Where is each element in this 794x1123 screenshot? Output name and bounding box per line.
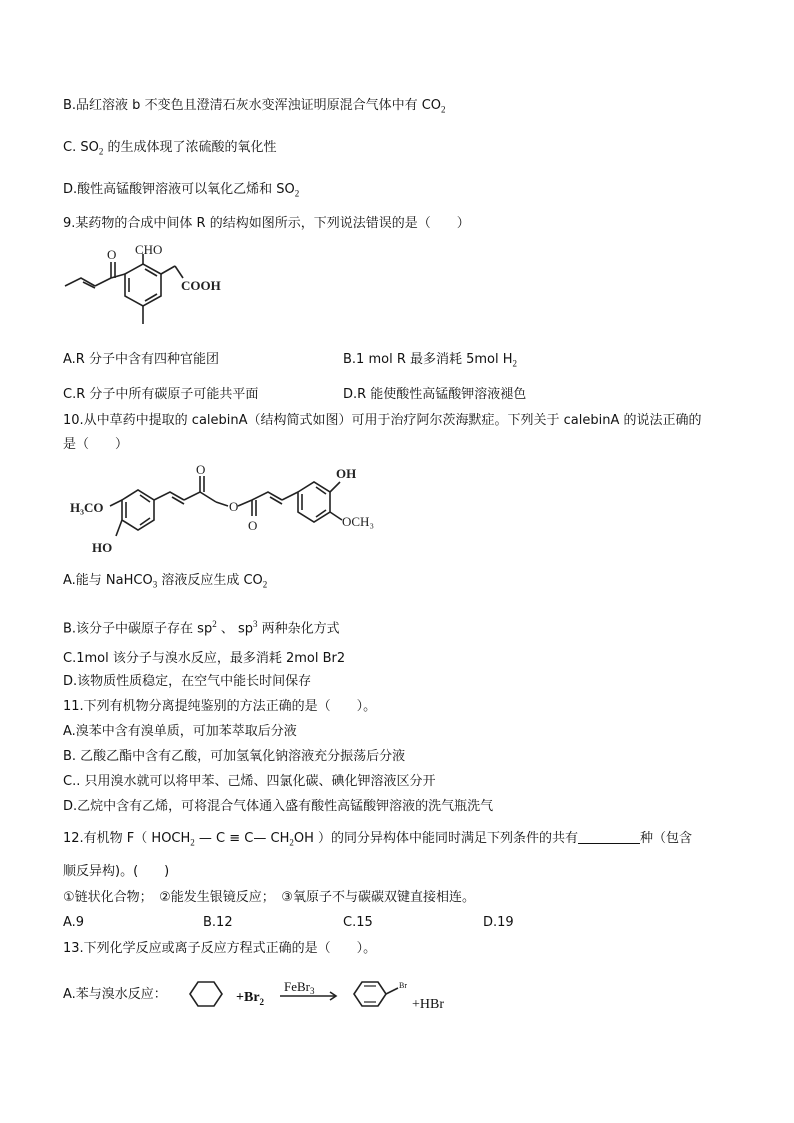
q10-stem-line2: 是（ ） (63, 437, 129, 452)
q9-structure-figure (63, 244, 233, 336)
q12-option-c: C.15 (343, 915, 373, 930)
q8-option-b: B.品红溶液 b 不变色且澄清石灰水变浑浊证明原混合气体中有 $CO_2$ (63, 98, 446, 115)
q10-stem-line1: 10.从中草药中提取的 calebinA（结构简式如图）可用于治疗阿尔茨海默症。下列关于 calebinA 的说法正确的 (63, 413, 702, 428)
q13-plus-br2: $+Br_2$ (236, 990, 265, 1007)
q8-option-d: D.酸性高锰酸钾溶液可以氧化乙烯和 $SO_2$ (63, 182, 300, 199)
q10-option-a: A.能与 NaHCO$_3$ 溶液反应生成 $CO_2$ (63, 573, 268, 590)
q13-option-a-label: A.苯与溴水反应： (63, 987, 167, 1002)
q13-equation-figure (176, 972, 466, 1018)
q9-option-d: D.R 能使酸性高锰酸钾溶液褪色 (343, 387, 527, 402)
q12-option-d: D.19 (483, 915, 514, 930)
q12-stem-line2: 顺反异构)。( ) (63, 864, 170, 879)
q10-fig-och3: OCH₃ (342, 514, 374, 529)
q11-option-c: C.. 只用溴水就可以将甲苯、己烯、四氯化碳、碘化钾溶液区分开 (63, 774, 436, 789)
q9-option-b: B.1 mol R 最多消耗 5mol $H_2$ (343, 352, 518, 369)
q10-fig-ho: HO (92, 540, 113, 555)
q12-option-b: B.12 (203, 915, 233, 930)
q10-option-b: B.该分子中碳原子存在 $sp^2$ 、 $sp^3$ 两种杂化方式 (63, 619, 340, 637)
q9-option-c: C.R 分子中所有碳原子可能共平面 (63, 387, 259, 402)
q10-fig-oh: OH (336, 466, 357, 481)
q12-option-a: A.9 (63, 915, 85, 930)
q10-fig-o1: O (196, 462, 206, 477)
q13-stem: 13.下列化学反应或离子反应方程式正确的是（ ）。 (63, 941, 377, 956)
q9-fig-cooh: COOH (181, 278, 221, 293)
q11-option-a: A.溴苯中含有溴单质，可加苯萃取后分液 (63, 724, 297, 739)
q11-option-b: B. 乙酸乙酯中含有乙酸，可加氢氧化钠溶液充分振荡后分液 (63, 749, 406, 764)
q13-catalyst: FeBr$_3$ (284, 979, 315, 996)
q10-fig-o3: O (248, 518, 258, 533)
q10-fig-o2: O (229, 499, 239, 514)
q12-answer-blank (578, 831, 640, 844)
q9-fig-cho: CHO (135, 244, 163, 257)
q13-hbr: +HBr (412, 997, 445, 1012)
q8-option-c: C. $SO_2$ 的生成体现了浓硫酸的氧化性 (63, 140, 277, 157)
q12-conditions: ①链状化合物； ②能发生银镜反应； ③氧原子不与碳碳双键直接相连。 (63, 890, 475, 905)
q9-option-a: A.R 分子中含有四种官能团 (63, 352, 219, 367)
q10-option-d: D.该物质性质稳定，在空气中能长时间保存 (63, 674, 312, 689)
q10-option-c: C.1mol 该分子与溴水反应，最多消耗 2mol Br2 (63, 651, 346, 666)
q10-fig-h3co: H₃CO (70, 500, 104, 515)
q12-stem-line1: 12.有机物 F（ $HOCH_2$ — C ≡ C— $CH_2OH$ ）的同分异构体中能同时满足下列条件的共有 种（包含 (63, 831, 692, 848)
q10-structure-figure (70, 462, 390, 558)
q11-stem: 11.下列有机物分离提纯鉴别的方法正确的是（ ）。 (63, 699, 377, 714)
q9-fig-o: O (107, 247, 117, 262)
q13-product-br: Br (399, 981, 407, 990)
q11-option-d: D.乙烷中含有乙烯，可将混合气体通入盛有酸性高锰酸钾溶液的洗气瓶洗气 (63, 799, 494, 814)
q9-stem: 9.某药物的合成中间体 R 的结构如图所示，下列说法错误的是（ ） (63, 216, 470, 231)
